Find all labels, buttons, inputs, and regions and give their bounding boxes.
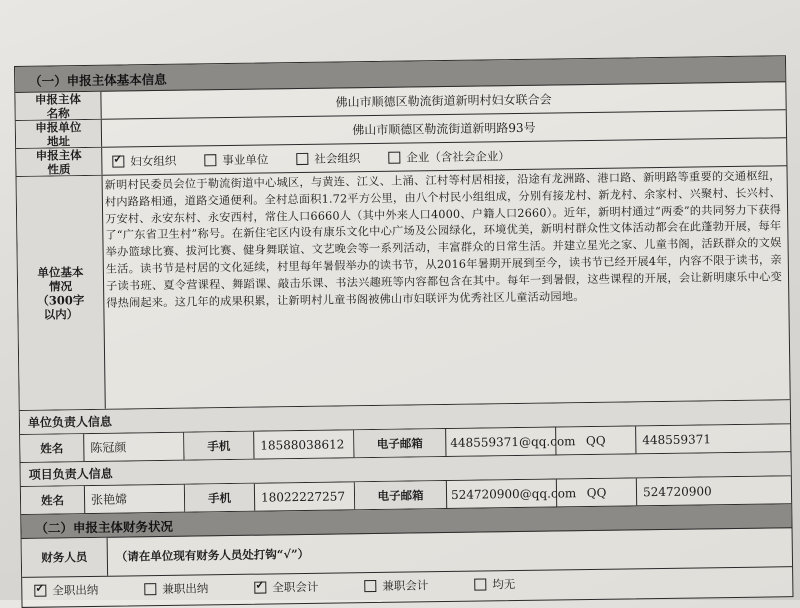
nature-option-public-institution[interactable] — [204, 152, 268, 167]
project-head-title: 项目负责人信息 — [21, 452, 791, 486]
finance-option-label: 全职会计 — [272, 579, 319, 595]
unit-head-email-label: 电子邮箱 — [354, 429, 446, 457]
checkbox-checked-icon[interactable] — [254, 582, 266, 594]
unit-intro-label: 单位基本情况（300字以内） — [17, 176, 106, 410]
finance-option-label: 全职出纳 — [52, 582, 99, 598]
nature-option-label: 企业（含社会企业） — [406, 148, 510, 165]
checkbox-icon[interactable] — [474, 578, 486, 590]
checkbox-icon[interactable] — [388, 151, 400, 163]
checkbox-icon[interactable] — [144, 583, 156, 595]
finance-instruction: （请在单位现有财务人员处打钩“√”） — [115, 546, 310, 564]
unit-intro-cell — [103, 166, 790, 409]
unit-head-phone-label: 手机 — [184, 432, 254, 460]
unit-intro-text: 新明村民委员会位于勒流街道中心城区，与黄连、江义、上涌、江村等村居相接，沿途有龙洲路、港口路、新明路等重要的交通枢纽，村内路路相通，道路交通便利。全村总面积1.72平方公里，由八个村民小组组成，分别有接龙村、新龙村、余家村、兴聚村、长兴村、万安村、永安东村、永安西村，常住人口6660人（其中外来人口4000、户籍人口2660）。近年，新明村通过“两委”的共同努力下获得了“广东省卫生村”称号。在新住宅区内设有康乐文化中心广场及公园绿化，环境优美，新明村群众性文体活动都会在此蓬勃开展，每年举办篮球比赛、拔河比赛、健身舞联谊、文艺晚会等一系列活动，丰富群众的日常生活。并建立星光之家、儿童书阁，活跃群众的文娱生活。读书节是村居的文化延续，村里每年暑假举办的读书节，从2016年暑期开展到至今，读书节已经开展4年，内容不限于读书，亲子读书班、夏令营课程、舞蹈课、敲击乐课、书法兴趣班等内容都包含在其中。每年一到暑假，这些课程的开展，会让新明康乐中心变得热闹起来。这几年的成果积累，让新明村儿童书阁被佛山市妇联评为优秀社区儿童活动园地。 — [104, 169, 783, 310]
finance-option-label: 均无 — [492, 577, 516, 592]
checkbox-icon[interactable] — [296, 152, 308, 164]
finance-option-label: 兼职会计 — [382, 578, 429, 593]
applicant-name-value: 佛山市顺德区勒流街道新明村妇女联合会 — [335, 91, 552, 110]
applicant-address-label: 申报单位地址 — [16, 120, 102, 148]
project-head-email-label: 电子邮箱 — [355, 481, 447, 509]
finance-option-fulltime-accountant[interactable] — [254, 579, 318, 596]
nature-option-label: 事业单位 — [222, 151, 269, 167]
finance-option-parttime-accountant[interactable] — [364, 577, 428, 594]
row-unit-intro — [17, 166, 790, 411]
unit-head-qq: 448559371 — [642, 431, 712, 447]
row-finance — [22, 528, 793, 603]
nature-option-label: 妇女组织 — [130, 153, 177, 168]
project-head-qq: 524720900 — [642, 483, 712, 499]
unit-head-phone: 18588038612 — [254, 430, 354, 458]
section2-title: （二）申报主体财务状况 — [35, 518, 174, 536]
applicant-name-label: 申报主体名称 — [15, 92, 101, 120]
unit-head-qq-label: QQ — [556, 426, 636, 454]
project-head-phone: 18022227257 — [255, 482, 355, 510]
finance-option-fulltime-cashier[interactable] — [34, 582, 98, 599]
project-head-qq-label: QQ — [557, 478, 637, 506]
nature-option-social-org[interactable] — [296, 151, 360, 166]
finance-label: 财务人员 — [22, 538, 109, 577]
applicant-nature-label: 申报主体性质 — [16, 148, 102, 176]
project-head-name-label: 姓名 — [21, 486, 85, 514]
nature-option-label: 社会组织 — [314, 150, 361, 166]
checkbox-icon[interactable] — [204, 154, 216, 166]
project-head-email: 524720900@qq.com — [447, 479, 557, 508]
unit-head-title: 单位负责人信息 — [20, 400, 790, 434]
unit-head-email: 448559371@qq.com — [446, 427, 556, 456]
project-head-name: 张艳嫦 — [85, 485, 185, 513]
project-head-phone-label: 手机 — [185, 484, 255, 512]
applicant-address-value: 佛山市顺德区勒流街道新明路93号 — [352, 120, 536, 137]
checkbox-checked-icon[interactable] — [34, 585, 46, 597]
nature-option-enterprise[interactable] — [388, 149, 510, 165]
finance-option-parttime-cashier[interactable] — [144, 580, 208, 597]
section1-title: （一）申报主体基本信息 — [29, 71, 167, 89]
checkbox-checked-icon[interactable] — [112, 155, 124, 167]
nature-option-women-org[interactable] — [112, 153, 176, 168]
application-form — [14, 55, 793, 608]
finance-option-none[interactable] — [474, 576, 515, 593]
unit-head-name: 陈冠颜 — [84, 433, 184, 461]
unit-head-name-label: 姓名 — [20, 434, 84, 462]
checkbox-icon[interactable] — [364, 580, 376, 592]
finance-option-label: 兼职出纳 — [162, 581, 209, 596]
